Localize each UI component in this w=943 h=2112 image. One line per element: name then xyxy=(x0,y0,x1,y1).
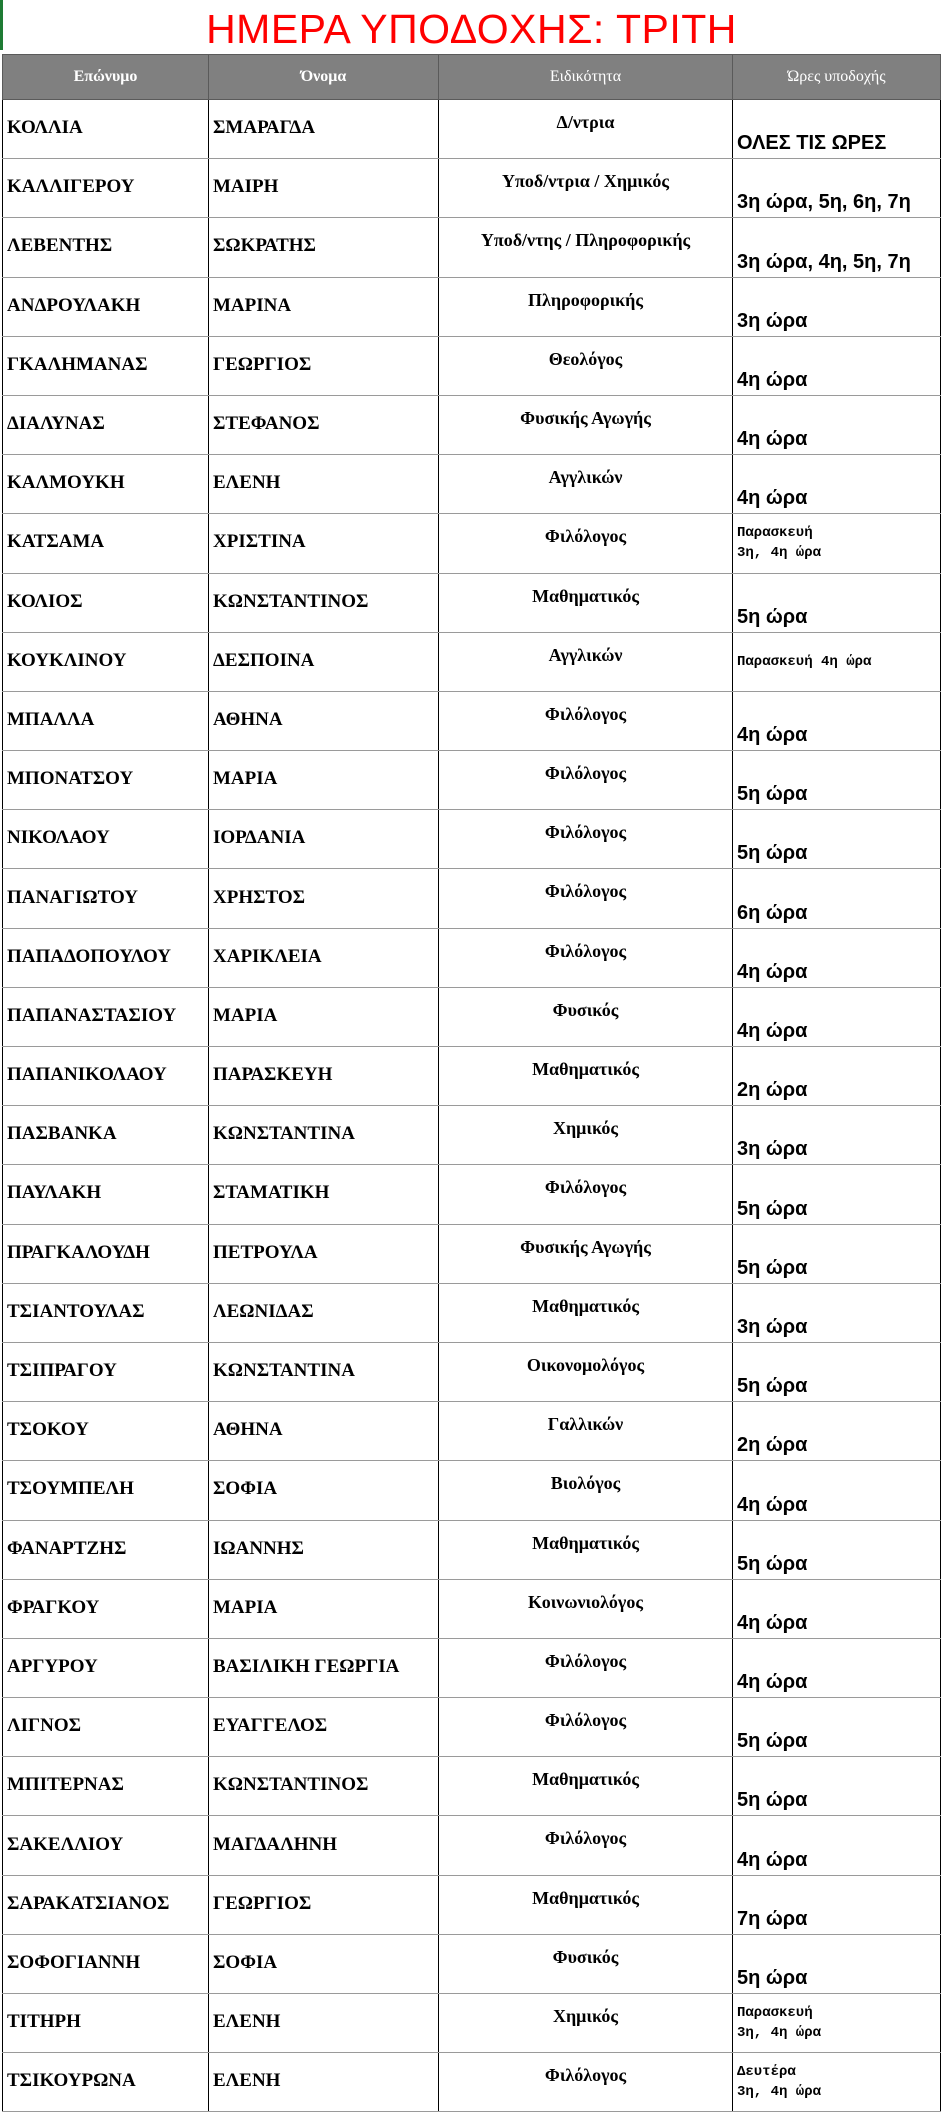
surname-cell: ΤΣΟΚΟΥ xyxy=(3,1402,209,1461)
hours-cell: 5η ώρα xyxy=(733,1757,941,1816)
hours-cell: 3η ώρα xyxy=(733,1283,941,1342)
table-row xyxy=(3,455,941,514)
specialty-cell: Φιλόλογος xyxy=(439,869,733,928)
table-row xyxy=(3,928,941,987)
name-cell: ΧΑΡΙΚΛΕΙΑ xyxy=(209,928,439,987)
hours-cell: 4η ώρα xyxy=(733,987,941,1046)
surname-cell: ΤΣΙΑΝΤΟΥΛΑΣ xyxy=(3,1283,209,1342)
surname-cell: ΤΣΙΠΡΑΓΟΥ xyxy=(3,1342,209,1401)
hours-cell: 5η ώρα xyxy=(733,1342,941,1401)
surname-cell: ΑΝΔΡΟΥΛΑΚΗ xyxy=(3,277,209,336)
surname-cell: ΜΠΙΤΕΡΝΑΣ xyxy=(3,1757,209,1816)
name-cell: ΧΡΗΣΤΟΣ xyxy=(209,869,439,928)
table-header-row xyxy=(3,55,941,100)
name-cell: ΛΕΩΝΙΔΑΣ xyxy=(209,1283,439,1342)
hours-cell: Παρασκευή 3η, 4η ώρα xyxy=(733,514,941,573)
hours-cell: 5η ώρα xyxy=(733,1520,941,1579)
table-row xyxy=(3,1816,941,1875)
table-row xyxy=(3,1579,941,1638)
table-row xyxy=(3,573,941,632)
name-cell: ΑΘΗΝΑ xyxy=(209,1402,439,1461)
name-cell: ΜΑΡΙΑ xyxy=(209,987,439,1046)
surname-cell: ΜΠΑΛΛΑ xyxy=(3,691,209,750)
table-row xyxy=(3,987,941,1046)
surname-cell: ΠΑΠΑΔΟΠΟΥΛΟΥ xyxy=(3,928,209,987)
name-cell: ΣΤΑΜΑΤΙΚΗ xyxy=(209,1165,439,1224)
hours-cell: 4η ώρα xyxy=(733,691,941,750)
name-cell: ΚΩΝΣΤΑΝΤΙΝΑ xyxy=(209,1106,439,1165)
surname-cell: ΓΚΑΛΗΜΑΝΑΣ xyxy=(3,336,209,395)
hours-cell: 4η ώρα xyxy=(733,455,941,514)
table-row xyxy=(3,1875,941,1934)
surname-cell: ΣΑΚΕΛΛΙΟΥ xyxy=(3,1816,209,1875)
hours-cell: Παρασκευή 4η ώρα xyxy=(733,632,941,691)
surname-cell: ΛΙΓΝΟΣ xyxy=(3,1698,209,1757)
hours-cell: 3η ώρα xyxy=(733,1106,941,1165)
surname-cell: ΤΣΟΥΜΠΕΛΗ xyxy=(3,1461,209,1520)
specialty-cell: Φιλόλογος xyxy=(439,1165,733,1224)
table-row xyxy=(3,1638,941,1697)
specialty-cell: Μαθηματικός xyxy=(439,573,733,632)
name-cell: ΜΑΡΙΑ xyxy=(209,751,439,810)
surname-cell: ΑΡΓΥΡΟΥ xyxy=(3,1638,209,1697)
hours-cell: 5η ώρα xyxy=(733,810,941,869)
hours-cell: 5η ώρα xyxy=(733,1934,941,1993)
surname-cell: ΚΑΛΜΟΥΚΗ xyxy=(3,455,209,514)
name-cell: ΒΑΣΙΛΙΚΗ ΓΕΩΡΓΙΑ xyxy=(209,1638,439,1697)
specialty-cell: Μαθηματικός xyxy=(439,1520,733,1579)
table-row xyxy=(3,691,941,750)
specialty-cell: Φιλόλογος xyxy=(439,810,733,869)
surname-cell: ΤΙΤΗΡΗ xyxy=(3,1994,209,2053)
hours-cell: ΟΛΕΣ ΤΙΣ ΩΡΕΣ xyxy=(733,100,941,159)
specialty-cell: Φιλόλογος xyxy=(439,2053,733,2112)
name-cell: ΠΕΤΡΟΥΛΑ xyxy=(209,1224,439,1283)
table-row xyxy=(3,1106,941,1165)
table-row xyxy=(3,1165,941,1224)
specialty-cell: Γαλλικών xyxy=(439,1402,733,1461)
hours-cell: 5η ώρα xyxy=(733,751,941,810)
surname-cell: ΠΑΠΑΝΑΣΤΑΣΙΟΥ xyxy=(3,987,209,1046)
hours-cell: 5η ώρα xyxy=(733,1165,941,1224)
surname-cell: ΦΑΝΑΡΤΖΗΣ xyxy=(3,1520,209,1579)
name-cell: ΙΩΑΝΝΗΣ xyxy=(209,1520,439,1579)
surname-cell: ΠΡΑΓΚΑΛΟΥΔΗ xyxy=(3,1224,209,1283)
hours-cell: 4η ώρα xyxy=(733,1638,941,1697)
specialty-cell: Πληροφορικής xyxy=(439,277,733,336)
table-row xyxy=(3,395,941,454)
name-cell: ΣΟΦΙΑ xyxy=(209,1934,439,1993)
hours-cell: 3η ώρα xyxy=(733,277,941,336)
name-cell: ΧΡΙΣΤΙΝΑ xyxy=(209,514,439,573)
specialty-cell: Φιλόλογος xyxy=(439,1698,733,1757)
hours-cell: 2η ώρα xyxy=(733,1402,941,1461)
table-row xyxy=(3,1224,941,1283)
hours-cell: 2η ώρα xyxy=(733,1047,941,1106)
page-title: ΗΜΕΡΑ ΥΠΟΔΟΧΗΣ: ΤΡΙΤΗ xyxy=(206,6,737,52)
table-row xyxy=(3,1520,941,1579)
table-row xyxy=(3,1402,941,1461)
name-cell: ΙΟΡΔΑΝΙΑ xyxy=(209,810,439,869)
hours-cell: Δευτέρα 3η, 4η ώρα xyxy=(733,2053,941,2112)
surname-cell: ΜΠΟΝΑΤΣΟΥ xyxy=(3,751,209,810)
name-cell: ΣΩΚΡΑΤΗΣ xyxy=(209,218,439,277)
header-specialty: Ειδικότητα xyxy=(439,55,733,100)
specialty-cell: Φυσικός xyxy=(439,1934,733,1993)
name-cell: ΜΑΡΙΝΑ xyxy=(209,277,439,336)
name-cell: ΕΛΕΝΗ xyxy=(209,455,439,514)
name-cell: ΣΜΑΡΑΓΔΑ xyxy=(209,100,439,159)
hours-cell: 5η ώρα xyxy=(733,573,941,632)
table-row xyxy=(3,336,941,395)
specialty-cell: Φιλόλογος xyxy=(439,1816,733,1875)
table-row xyxy=(3,1698,941,1757)
surname-cell: ΠΑΥΛΑΚΗ xyxy=(3,1165,209,1224)
specialty-cell: Φιλόλογος xyxy=(439,691,733,750)
specialty-cell: Φιλόλογος xyxy=(439,1638,733,1697)
header-name: Όνομα xyxy=(209,55,439,100)
surname-cell: ΚΟΛΛΙΑ xyxy=(3,100,209,159)
specialty-cell: Μαθηματικός xyxy=(439,1047,733,1106)
surname-cell: ΚΑΤΣΑΜΑ xyxy=(3,514,209,573)
specialty-cell: Φιλόλογος xyxy=(439,751,733,810)
surname-cell: ΚΟΥΚΛΙΝΟΥ xyxy=(3,632,209,691)
hours-cell: 4η ώρα xyxy=(733,336,941,395)
table-row xyxy=(3,1047,941,1106)
surname-cell: ΠΑΣΒΑΝΚΑ xyxy=(3,1106,209,1165)
specialty-cell: Φυσικός xyxy=(439,987,733,1046)
specialty-cell: Μαθηματικός xyxy=(439,1757,733,1816)
header-surname: Επώνυμο xyxy=(3,55,209,100)
table-row xyxy=(3,632,941,691)
name-cell: ΑΘΗΝΑ xyxy=(209,691,439,750)
table-row xyxy=(3,1934,941,1993)
name-cell: ΚΩΝΣΤΑΝΤΙΝΟΣ xyxy=(209,1757,439,1816)
specialty-cell: Μαθηματικός xyxy=(439,1283,733,1342)
table-row xyxy=(3,869,941,928)
specialty-cell: Δ/ντρια xyxy=(439,100,733,159)
specialty-cell: Αγγλικών xyxy=(439,455,733,514)
specialty-cell: Υποδ/ντης / Πληροφορικής xyxy=(439,218,733,277)
specialty-cell: Φυσικής Αγωγής xyxy=(439,395,733,454)
name-cell: ΓΕΩΡΓΙΟΣ xyxy=(209,336,439,395)
surname-cell: ΚΑΛΛΙΓΕΡΟΥ xyxy=(3,159,209,218)
table-row xyxy=(3,751,941,810)
table-row xyxy=(3,1994,941,2053)
hours-cell: Παρασκευή 3η, 4η ώρα xyxy=(733,1994,941,2053)
hours-cell: 3η ώρα, 5η, 6η, 7η xyxy=(733,159,941,218)
specialty-cell: Βιολόγος xyxy=(439,1461,733,1520)
name-cell: ΓΕΩΡΓΙΟΣ xyxy=(209,1875,439,1934)
table-row xyxy=(3,1283,941,1342)
specialty-cell: Φιλόλογος xyxy=(439,928,733,987)
surname-cell: ΝΙΚΟΛΑΟΥ xyxy=(3,810,209,869)
specialty-cell: Αγγλικών xyxy=(439,632,733,691)
header-hours: Ώρες υποδοχής xyxy=(733,55,941,100)
name-cell: ΣΟΦΙΑ xyxy=(209,1461,439,1520)
surname-cell: ΔΙΑΛΥΝΑΣ xyxy=(3,395,209,454)
hours-cell: 4η ώρα xyxy=(733,1579,941,1638)
table-row xyxy=(3,1342,941,1401)
surname-cell: ΣΑΡΑΚΑΤΣΙΑΝΟΣ xyxy=(3,1875,209,1934)
name-cell: ΕΛΕΝΗ xyxy=(209,1994,439,2053)
surname-cell: ΚΟΛΙΟΣ xyxy=(3,573,209,632)
surname-cell: ΛΕΒΕΝΤΗΣ xyxy=(3,218,209,277)
specialty-cell: Θεολόγος xyxy=(439,336,733,395)
hours-cell: 4η ώρα xyxy=(733,928,941,987)
surname-cell: ΦΡΑΓΚΟΥ xyxy=(3,1579,209,1638)
table-row xyxy=(3,810,941,869)
hours-cell: 4η ώρα xyxy=(733,1461,941,1520)
table-row xyxy=(3,1461,941,1520)
table-row xyxy=(3,218,941,277)
hours-cell: 6η ώρα xyxy=(733,869,941,928)
specialty-cell: Φυσικής Αγωγής xyxy=(439,1224,733,1283)
surname-cell: ΠΑΝΑΓΙΩΤΟΥ xyxy=(3,869,209,928)
table-row xyxy=(3,159,941,218)
name-cell: ΜΑΡΙΑ xyxy=(209,1579,439,1638)
surname-cell: ΤΣΙΚΟΥΡΩΝΑ xyxy=(3,2053,209,2112)
name-cell: ΕΛΕΝΗ xyxy=(209,2053,439,2112)
hours-cell: 5η ώρα xyxy=(733,1224,941,1283)
hours-cell: 7η ώρα xyxy=(733,1875,941,1934)
name-cell: ΠΑΡΑΣΚΕΥΗ xyxy=(209,1047,439,1106)
hours-cell: 4η ώρα xyxy=(733,395,941,454)
hours-cell: 5η ώρα xyxy=(733,1698,941,1757)
table-row xyxy=(3,100,941,159)
specialty-cell: Υποδ/ντρια / Χημικός xyxy=(439,159,733,218)
surname-cell: ΣΟΦΟΓΙΑΝΝΗ xyxy=(3,1934,209,1993)
hours-cell: 4η ώρα xyxy=(733,1816,941,1875)
name-cell: ΣΤΕΦΑΝΟΣ xyxy=(209,395,439,454)
table-row xyxy=(3,514,941,573)
surname-cell: ΠΑΠΑΝΙΚΟΛΑΟΥ xyxy=(3,1047,209,1106)
name-cell: ΔΕΣΠΟΙΝΑ xyxy=(209,632,439,691)
specialty-cell: Μαθηματικός xyxy=(439,1875,733,1934)
table-row xyxy=(3,277,941,336)
table-body xyxy=(3,100,941,2112)
specialty-cell: Φιλόλογος xyxy=(439,514,733,573)
name-cell: ΜΑΙΡΗ xyxy=(209,159,439,218)
table-row xyxy=(3,2053,941,2112)
specialty-cell: Χημικός xyxy=(439,1106,733,1165)
reception-hours-table xyxy=(2,54,941,2112)
specialty-cell: Χημικός xyxy=(439,1994,733,2053)
hours-cell: 3η ώρα, 4η, 5η, 7η xyxy=(733,218,941,277)
name-cell: ΚΩΝΣΤΑΝΤΙΝΑ xyxy=(209,1342,439,1401)
name-cell: ΜΑΓΔΑΛΗΝΗ xyxy=(209,1816,439,1875)
specialty-cell: Κοινωνιολόγος xyxy=(439,1579,733,1638)
name-cell: ΕΥΑΓΓΕΛΟΣ xyxy=(209,1698,439,1757)
name-cell: ΚΩΝΣΤΑΝΤΙΝΟΣ xyxy=(209,573,439,632)
table-row xyxy=(3,1757,941,1816)
specialty-cell: Οικονομολόγος xyxy=(439,1342,733,1401)
